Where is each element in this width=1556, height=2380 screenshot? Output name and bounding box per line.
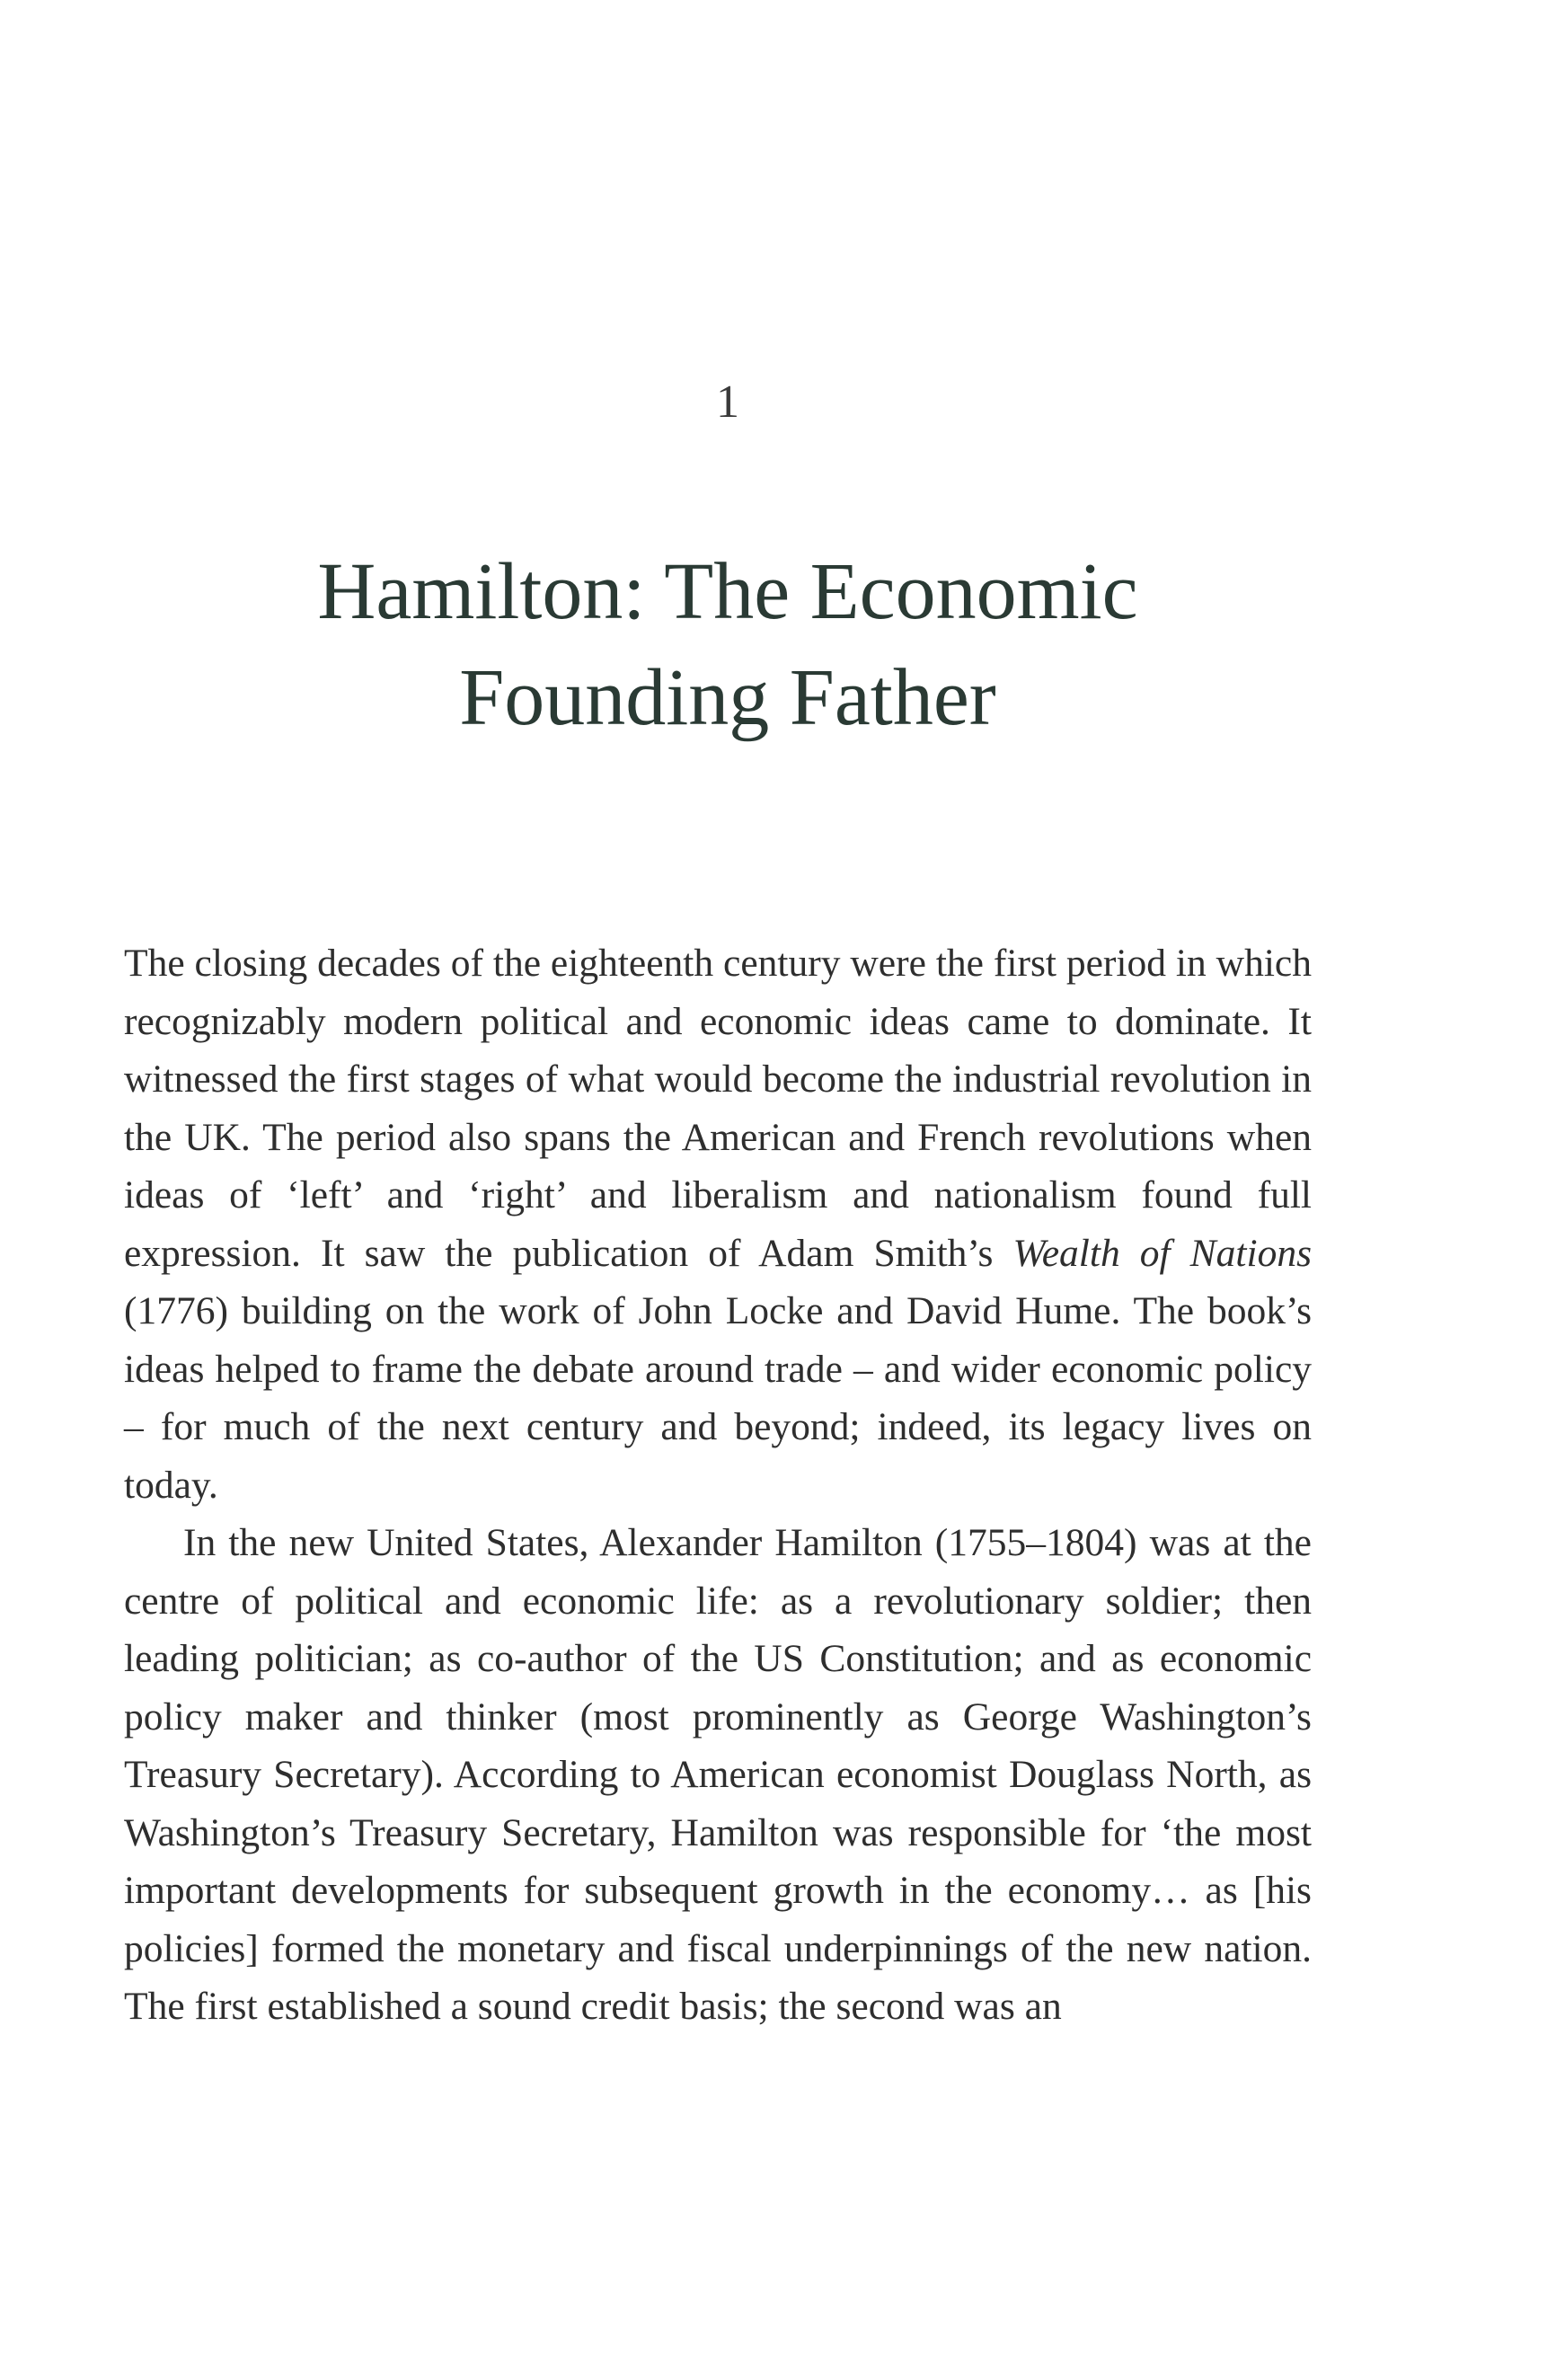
paragraph-1 [124, 934, 1312, 1514]
chapter-number: 1 [716, 376, 739, 428]
book-title-wealth-of-nations: Wealth of Nations [1012, 1231, 1312, 1275]
paragraph-1-text-b: (1776) building on the work of John Locke and David Hume. The book’s ideas helped to frame the debate around trade – and wider economic policy – for much of the next century and beyond; indeed, its legacy lives on today. [124, 1289, 1312, 1507]
paragraph-1-text-a: The closing decades of the eighteenth century were the first period in which recognizably modern political and economic ideas came to dominate. It witnessed the first stages of what would become the industrial revolution in the UK. The period also spans the American and French revolutions when ideas of ‘left’ and ‘right’ and liberalism and nationalism found full expression. It saw the publication of Adam Smith’s [124, 942, 1312, 1275]
chapter-title-line-1: Hamilton: The Economic [317, 547, 1138, 636]
chapter-title [126, 539, 1330, 751]
chapter-title-line-2: Founding Father [459, 653, 996, 742]
body-text [124, 934, 1312, 2036]
paragraph-2: In the new United States, Alexander Hamilton (1755–1804) was at the centre of political and economic life: as a revolutionary soldier; then leading politician; as co-author of the US Constitution; and as economic policy maker and thinker (most prominently as George Washington’s Treasury Secretary). According to American economist Douglass North, as Washington’s Treasury Secretary, Hamilton was responsible for ‘the most important developments for subsequent growth in the economy… as [his policies] formed the monetary and fiscal underpinnings of the new nation. The first established a sound credit basis; the second was an [124, 1521, 1312, 2028]
